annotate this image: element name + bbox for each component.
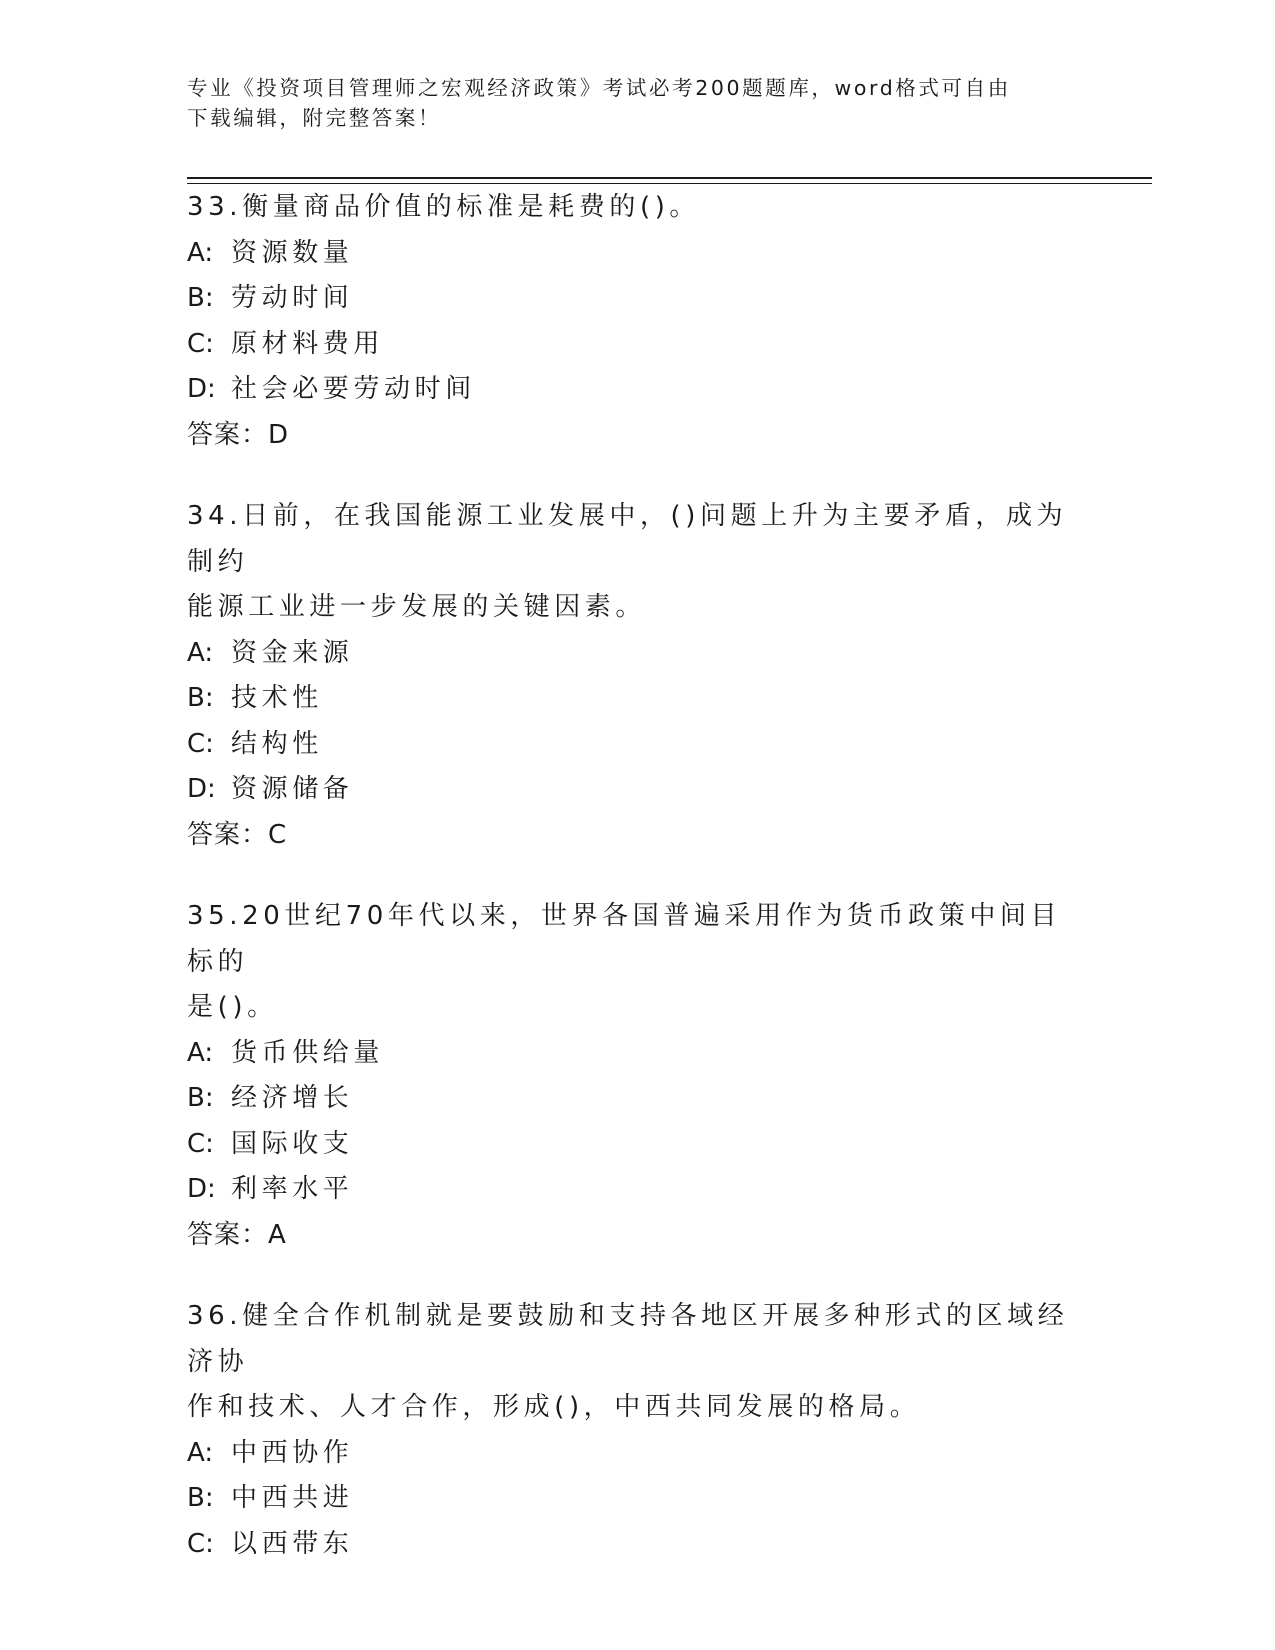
option-letter: D: [187, 1174, 216, 1204]
option-text: 社会必要劳动时间 [231, 374, 476, 404]
option-a [187, 1031, 1087, 1077]
option-b [187, 676, 1087, 722]
answer-value: A [268, 1219, 286, 1250]
option-text: 技术性 [231, 683, 323, 713]
question-text-line-2: 作和技术、人才合作，形成()，中西共同发展的格局。 [187, 1392, 921, 1422]
question-35 [187, 894, 1087, 1258]
option-letter: B: [187, 1483, 214, 1513]
option-text: 利率水平 [231, 1174, 354, 1204]
option-letter: B: [187, 1083, 214, 1113]
question-34 [187, 494, 1087, 858]
option-letter: B: [187, 283, 214, 313]
option-letter: A: [187, 237, 214, 268]
header-line-2: 下载编辑，附完整答案！ [187, 106, 442, 130]
answer-label: 答案： [187, 419, 269, 450]
question-33 [187, 185, 1087, 458]
option-text: 货币供给量 [231, 1037, 385, 1068]
option-c [187, 1522, 1087, 1568]
option-text: 资金来源 [231, 637, 354, 668]
option-a [187, 231, 1087, 277]
question-list [187, 185, 1087, 1603]
question-36 [187, 1294, 1087, 1567]
option-letter: C: [187, 728, 214, 759]
option-text: 劳动时间 [231, 283, 354, 313]
option-c [187, 322, 1087, 368]
option-letter: B: [187, 683, 214, 713]
option-letter: C: [187, 1128, 214, 1159]
option-text: 中西协作 [231, 1437, 354, 1468]
answer-value: D [268, 419, 289, 450]
option-letter: D: [187, 774, 216, 804]
option-text: 以西带东 [231, 1528, 354, 1559]
option-text: 资源数量 [231, 237, 354, 268]
header-line-1: 专业《投资项目管理师之宏观经济政策》考试必考200题题库，word格式可自由 [187, 76, 1011, 100]
answer-label: 答案： [187, 819, 269, 850]
option-b [187, 1476, 1087, 1522]
option-text: 资源储备 [231, 774, 354, 804]
option-letter: A: [187, 1037, 214, 1068]
question-text-line-1: 35.20世纪70年代以来，世界各国普遍采用作为货币政策中间目标的 [187, 901, 1062, 977]
answer-value: C [268, 819, 287, 850]
option-text: 国际收支 [231, 1128, 354, 1159]
header-divider [187, 177, 1152, 184]
option-a [187, 1431, 1087, 1477]
answer-label: 答案： [187, 1219, 269, 1250]
option-c [187, 722, 1087, 768]
question-text-line-2: 是()。 [187, 992, 278, 1022]
question-text-line-1: 34.日前，在我国能源工业发展中，()问题上升为主要矛盾，成为制约 [187, 501, 1068, 577]
option-c [187, 1122, 1087, 1168]
option-text: 结构性 [231, 728, 323, 759]
answer-line [187, 413, 1087, 459]
option-a [187, 631, 1087, 677]
option-letter: D: [187, 374, 216, 404]
option-d [187, 1167, 1087, 1213]
option-d [187, 367, 1087, 413]
answer-line [187, 813, 1087, 859]
option-b [187, 1076, 1087, 1122]
option-letter: A: [187, 637, 214, 668]
question-text-line-1: 36.健全合作机制就是要鼓励和支持各地区开展多种形式的区域经济协 [187, 1301, 1069, 1377]
option-text: 原材料费用 [231, 328, 385, 359]
answer-line [187, 1213, 1087, 1259]
document-header [187, 73, 1077, 133]
option-text: 经济增长 [231, 1083, 354, 1113]
option-text: 中西共进 [231, 1483, 354, 1513]
option-letter: C: [187, 1528, 214, 1559]
question-text: 33.衡量商品价值的标准是耗费的()。 [187, 192, 701, 222]
option-letter: C: [187, 328, 214, 359]
option-b [187, 276, 1087, 322]
question-text-line-2: 能源工业进一步发展的关键因素。 [187, 592, 647, 622]
option-d [187, 767, 1087, 813]
option-letter: A: [187, 1437, 214, 1468]
